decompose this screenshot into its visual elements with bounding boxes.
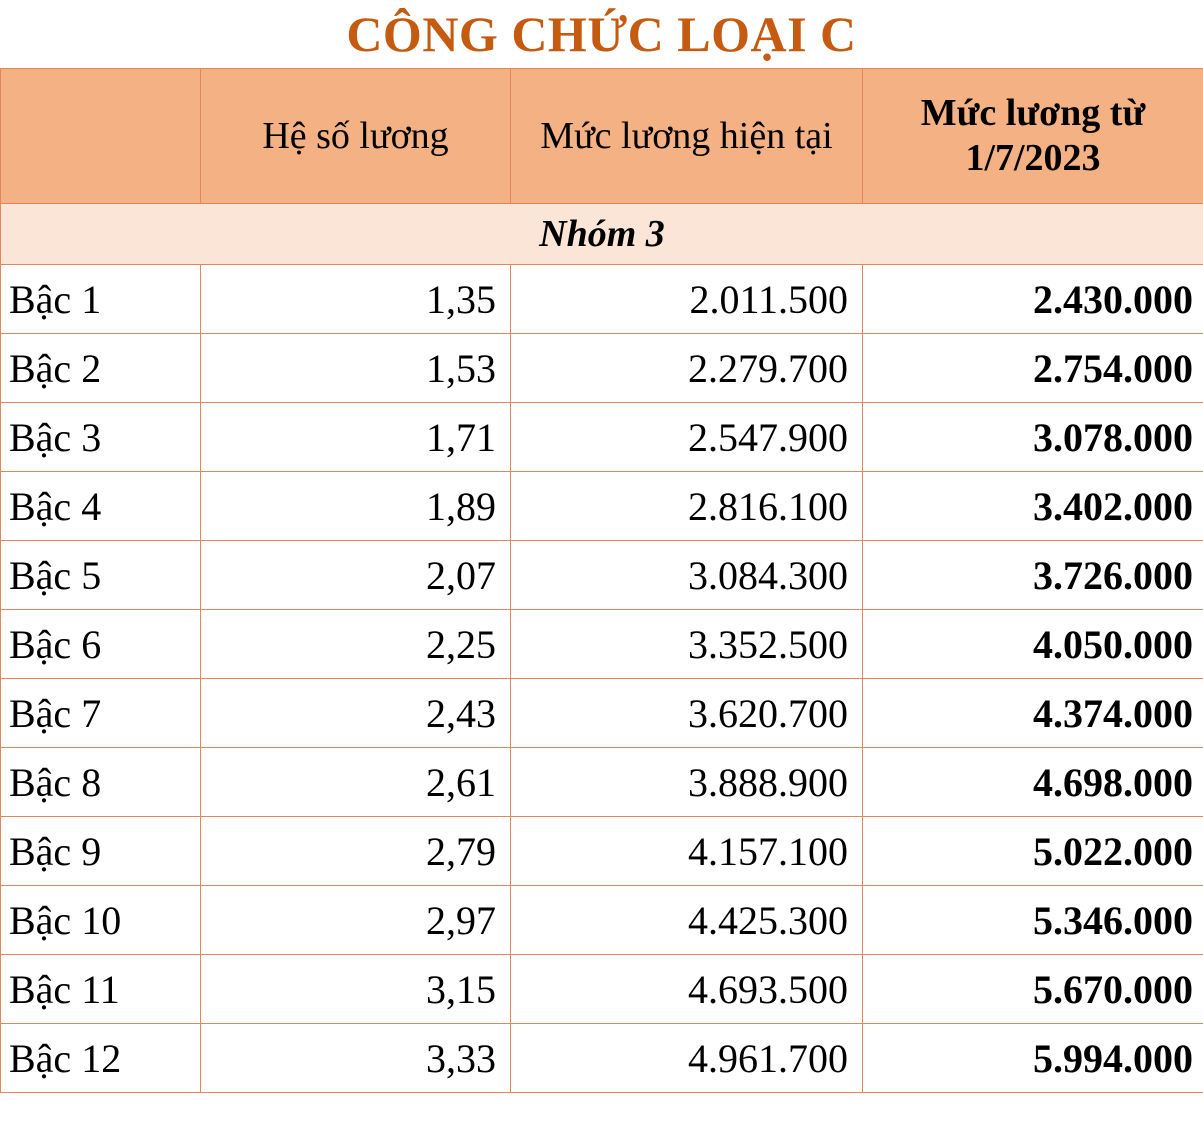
cell-step: Bậc 7 — [1, 679, 201, 748]
table-header-row — [1, 69, 1203, 204]
cell-current-salary: 2.011.500 — [511, 265, 863, 334]
cell-step: Bậc 8 — [1, 748, 201, 817]
table-row — [1, 610, 1203, 679]
cell-step: Bậc 1 — [1, 265, 201, 334]
cell-step: Bậc 12 — [1, 1024, 201, 1093]
cell-coefficient: 3,15 — [201, 955, 511, 1024]
cell-coefficient: 1,35 — [201, 265, 511, 334]
column-header-new-salary: Mức lương từ 1/7/2023 — [863, 69, 1203, 204]
table-row — [1, 403, 1203, 472]
cell-current-salary: 3.888.900 — [511, 748, 863, 817]
cell-new-salary: 2.430.000 — [863, 265, 1203, 334]
cell-coefficient: 2,07 — [201, 541, 511, 610]
salary-table — [0, 68, 1203, 1093]
page-title: CÔNG CHỨC LOẠI C — [346, 6, 857, 62]
cell-current-salary: 4.693.500 — [511, 955, 863, 1024]
cell-current-salary: 4.425.300 — [511, 886, 863, 955]
cell-new-salary: 2.754.000 — [863, 334, 1203, 403]
cell-current-salary: 2.816.100 — [511, 472, 863, 541]
cell-new-salary: 5.346.000 — [863, 886, 1203, 955]
title-row — [0, 0, 1203, 68]
table-row — [1, 955, 1203, 1024]
cell-coefficient: 2,43 — [201, 679, 511, 748]
table-row — [1, 886, 1203, 955]
cell-coefficient: 1,89 — [201, 472, 511, 541]
cell-current-salary: 3.352.500 — [511, 610, 863, 679]
cell-step: Bậc 3 — [1, 403, 201, 472]
table-row — [1, 265, 1203, 334]
cell-current-salary: 4.157.100 — [511, 817, 863, 886]
cell-coefficient: 1,53 — [201, 334, 511, 403]
cell-coefficient: 2,25 — [201, 610, 511, 679]
table-row — [1, 472, 1203, 541]
cell-new-salary: 4.374.000 — [863, 679, 1203, 748]
cell-new-salary: 5.022.000 — [863, 817, 1203, 886]
cell-new-salary: 3.726.000 — [863, 541, 1203, 610]
group-header-row — [1, 204, 1203, 265]
cell-new-salary: 5.994.000 — [863, 1024, 1203, 1093]
cell-current-salary: 2.279.700 — [511, 334, 863, 403]
cell-step: Bậc 2 — [1, 334, 201, 403]
table-row — [1, 817, 1203, 886]
table-row — [1, 541, 1203, 610]
cell-coefficient: 1,71 — [201, 403, 511, 472]
column-header-coefficient: Hệ số lương — [201, 69, 511, 204]
cell-new-salary: 4.698.000 — [863, 748, 1203, 817]
column-header-step — [1, 69, 201, 204]
cell-coefficient: 2,97 — [201, 886, 511, 955]
cell-coefficient: 3,33 — [201, 1024, 511, 1093]
cell-new-salary: 3.402.000 — [863, 472, 1203, 541]
cell-new-salary: 3.078.000 — [863, 403, 1203, 472]
cell-step: Bậc 10 — [1, 886, 201, 955]
cell-step: Bậc 6 — [1, 610, 201, 679]
cell-current-salary: 3.620.700 — [511, 679, 863, 748]
cell-step: Bậc 11 — [1, 955, 201, 1024]
cell-new-salary: 5.670.000 — [863, 955, 1203, 1024]
cell-step: Bậc 9 — [1, 817, 201, 886]
table-row — [1, 679, 1203, 748]
table-row — [1, 1024, 1203, 1093]
cell-current-salary: 2.547.900 — [511, 403, 863, 472]
table-row — [1, 748, 1203, 817]
group-label: Nhóm 3 — [1, 204, 1203, 265]
cell-current-salary: 3.084.300 — [511, 541, 863, 610]
table-row — [1, 334, 1203, 403]
cell-coefficient: 2,61 — [201, 748, 511, 817]
cell-step: Bậc 5 — [1, 541, 201, 610]
cell-new-salary: 4.050.000 — [863, 610, 1203, 679]
cell-coefficient: 2,79 — [201, 817, 511, 886]
column-header-current-salary: Mức lương hiện tại — [511, 69, 863, 204]
cell-step: Bậc 4 — [1, 472, 201, 541]
cell-current-salary: 4.961.700 — [511, 1024, 863, 1093]
